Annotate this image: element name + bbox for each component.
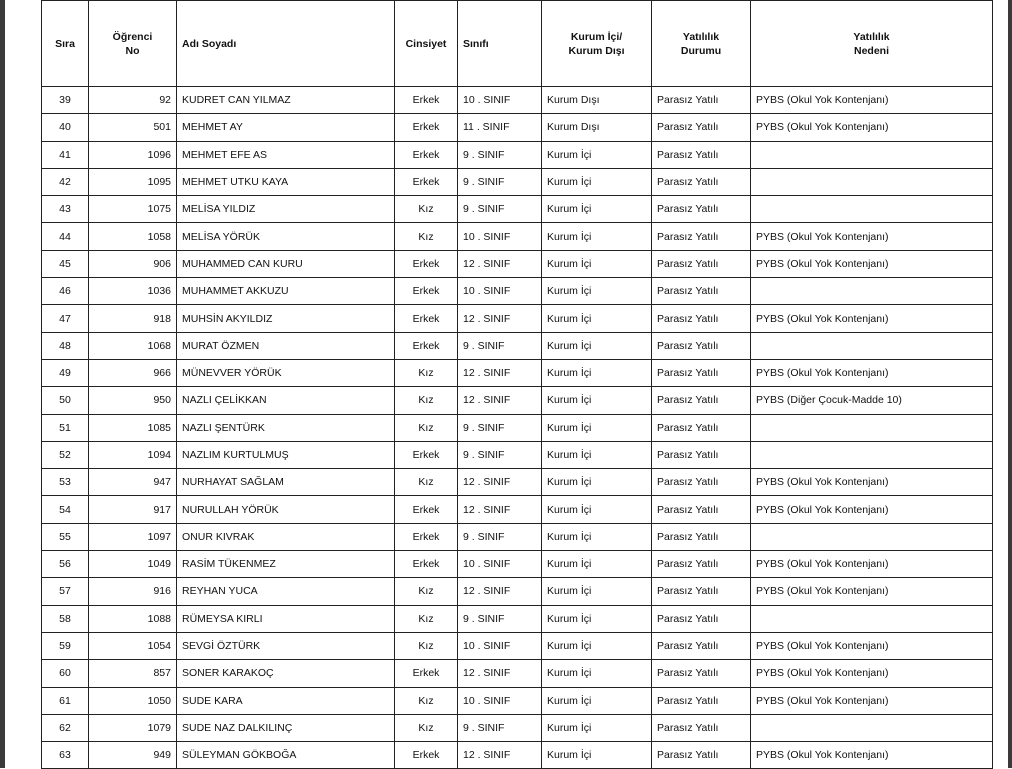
- cell-ogrenci-no: 918: [89, 305, 177, 332]
- cell-yatililik-durumu: Parasız Yatılı: [652, 87, 751, 114]
- cell-kurum: Kurum İçi: [542, 605, 652, 632]
- cell-kurum: Kurum İçi: [542, 742, 652, 769]
- cell-sira: 61: [42, 687, 89, 714]
- cell-kurum: Kurum İçi: [542, 278, 652, 305]
- cell-yatililik-durumu: Parasız Yatılı: [652, 605, 751, 632]
- cell-sinifi: 9 . SINIF: [458, 332, 542, 359]
- cell-adi-soyadi: NAZLI ÇELİKKAN: [177, 387, 395, 414]
- table-row: [42, 196, 993, 223]
- cell-kurum: Kurum İçi: [542, 523, 652, 550]
- cell-sinifi: 10 . SINIF: [458, 687, 542, 714]
- table-row: [42, 359, 993, 386]
- cell-sinifi: 9 . SINIF: [458, 141, 542, 168]
- header-kurum: Kurum İçi/ Kurum Dışı: [542, 1, 652, 87]
- cell-sira: 58: [42, 605, 89, 632]
- cell-sira: 42: [42, 168, 89, 195]
- table-row: [42, 250, 993, 277]
- cell-kurum: Kurum İçi: [542, 496, 652, 523]
- cell-sinifi: 12 . SINIF: [458, 660, 542, 687]
- cell-cinsiyet: Erkek: [395, 441, 458, 468]
- cell-kurum: Kurum İçi: [542, 551, 652, 578]
- cell-ogrenci-no: 1058: [89, 223, 177, 250]
- cell-yatililik-nedeni: PYBS (Okul Yok Kontenjanı): [751, 87, 993, 114]
- cell-sira: 44: [42, 223, 89, 250]
- cell-yatililik-durumu: Parasız Yatılı: [652, 305, 751, 332]
- cell-yatililik-nedeni: [751, 168, 993, 195]
- cell-cinsiyet: Kız: [395, 605, 458, 632]
- cell-yatililik-durumu: Parasız Yatılı: [652, 414, 751, 441]
- cell-cinsiyet: Erkek: [395, 332, 458, 359]
- viewer-right-border: [1008, 0, 1012, 768]
- cell-yatililik-durumu: Parasız Yatılı: [652, 250, 751, 277]
- cell-cinsiyet: Erkek: [395, 660, 458, 687]
- cell-adi-soyadi: NAZLI ŞENTÜRK: [177, 414, 395, 441]
- table-row: [42, 605, 993, 632]
- cell-sira: 41: [42, 141, 89, 168]
- cell-kurum: Kurum İçi: [542, 168, 652, 195]
- cell-ogrenci-no: 1068: [89, 332, 177, 359]
- cell-kurum: Kurum Dışı: [542, 87, 652, 114]
- cell-adi-soyadi: NURULLAH YÖRÜK: [177, 496, 395, 523]
- table-body: [42, 87, 993, 769]
- cell-ogrenci-no: 1097: [89, 523, 177, 550]
- cell-sira: 59: [42, 632, 89, 659]
- cell-yatililik-nedeni: PYBS (Okul Yok Kontenjanı): [751, 223, 993, 250]
- cell-cinsiyet: Kız: [395, 714, 458, 741]
- table-row: [42, 551, 993, 578]
- cell-adi-soyadi: NURHAYAT SAĞLAM: [177, 469, 395, 496]
- cell-sinifi: 9 . SINIF: [458, 414, 542, 441]
- cell-yatililik-durumu: Parasız Yatılı: [652, 332, 751, 359]
- cell-adi-soyadi: SÜLEYMAN GÖKBOĞA: [177, 742, 395, 769]
- table-row: [42, 496, 993, 523]
- cell-yatililik-nedeni: PYBS (Okul Yok Kontenjanı): [751, 114, 993, 141]
- cell-sinifi: 10 . SINIF: [458, 632, 542, 659]
- table-row: [42, 660, 993, 687]
- cell-cinsiyet: Kız: [395, 196, 458, 223]
- table-header-row: [42, 1, 993, 87]
- cell-yatililik-nedeni: PYBS (Diğer Çocuk-Madde 10): [751, 387, 993, 414]
- cell-cinsiyet: Erkek: [395, 168, 458, 195]
- cell-yatililik-durumu: Parasız Yatılı: [652, 387, 751, 414]
- header-sira: Sıra: [42, 1, 89, 87]
- cell-yatililik-durumu: Parasız Yatılı: [652, 168, 751, 195]
- cell-sinifi: 12 . SINIF: [458, 469, 542, 496]
- cell-yatililik-nedeni: [751, 196, 993, 223]
- cell-sira: 52: [42, 441, 89, 468]
- cell-yatililik-durumu: Parasız Yatılı: [652, 359, 751, 386]
- cell-yatililik-durumu: Parasız Yatılı: [652, 714, 751, 741]
- table-row: [42, 687, 993, 714]
- cell-kurum: Kurum İçi: [542, 250, 652, 277]
- cell-cinsiyet: Kız: [395, 578, 458, 605]
- cell-sira: 62: [42, 714, 89, 741]
- table-row: [42, 114, 993, 141]
- header-sinifi: Sınıfı: [458, 1, 542, 87]
- cell-sinifi: 9 . SINIF: [458, 168, 542, 195]
- cell-cinsiyet: Kız: [395, 414, 458, 441]
- cell-sinifi: 11 . SINIF: [458, 114, 542, 141]
- cell-cinsiyet: Erkek: [395, 551, 458, 578]
- cell-adi-soyadi: MÜNEVVER YÖRÜK: [177, 359, 395, 386]
- header-adi-soyadi: Adı Soyadı: [177, 1, 395, 87]
- cell-ogrenci-no: 950: [89, 387, 177, 414]
- header-ogrenci-no: Öğrenci No: [89, 1, 177, 87]
- cell-ogrenci-no: 1085: [89, 414, 177, 441]
- cell-yatililik-nedeni: PYBS (Okul Yok Kontenjanı): [751, 551, 993, 578]
- table-row: [42, 305, 993, 332]
- cell-adi-soyadi: RÜMEYSA KIRLI: [177, 605, 395, 632]
- cell-adi-soyadi: MURAT ÖZMEN: [177, 332, 395, 359]
- cell-sira: 49: [42, 359, 89, 386]
- cell-cinsiyet: Erkek: [395, 523, 458, 550]
- cell-adi-soyadi: SUDE NAZ DALKILINÇ: [177, 714, 395, 741]
- cell-adi-soyadi: MUHAMMED CAN KURU: [177, 250, 395, 277]
- cell-yatililik-nedeni: PYBS (Okul Yok Kontenjanı): [751, 469, 993, 496]
- cell-adi-soyadi: MEHMET EFE AS: [177, 141, 395, 168]
- table-row: [42, 168, 993, 195]
- document-page: [5, 0, 1008, 768]
- cell-kurum: Kurum İçi: [542, 387, 652, 414]
- cell-kurum: Kurum İçi: [542, 660, 652, 687]
- cell-sinifi: 10 . SINIF: [458, 278, 542, 305]
- cell-sinifi: 9 . SINIF: [458, 714, 542, 741]
- cell-kurum: Kurum İçi: [542, 359, 652, 386]
- cell-cinsiyet: Erkek: [395, 305, 458, 332]
- header-yatililik-durumu: Yatılılık Durumu: [652, 1, 751, 87]
- cell-yatililik-durumu: Parasız Yatılı: [652, 469, 751, 496]
- cell-cinsiyet: Erkek: [395, 141, 458, 168]
- cell-sira: 40: [42, 114, 89, 141]
- cell-yatililik-nedeni: [751, 714, 993, 741]
- cell-ogrenci-no: 1036: [89, 278, 177, 305]
- cell-yatililik-nedeni: PYBS (Okul Yok Kontenjanı): [751, 687, 993, 714]
- cell-sinifi: 9 . SINIF: [458, 605, 542, 632]
- cell-sinifi: 12 . SINIF: [458, 250, 542, 277]
- cell-ogrenci-no: 916: [89, 578, 177, 605]
- cell-kurum: Kurum Dışı: [542, 114, 652, 141]
- cell-sira: 50: [42, 387, 89, 414]
- table-row: [42, 278, 993, 305]
- cell-sira: 47: [42, 305, 89, 332]
- cell-kurum: Kurum İçi: [542, 141, 652, 168]
- cell-ogrenci-no: 1049: [89, 551, 177, 578]
- cell-cinsiyet: Erkek: [395, 250, 458, 277]
- cell-ogrenci-no: 949: [89, 742, 177, 769]
- cell-ogrenci-no: 906: [89, 250, 177, 277]
- cell-adi-soyadi: MELİSA YÖRÜK: [177, 223, 395, 250]
- cell-sira: 48: [42, 332, 89, 359]
- cell-yatililik-durumu: Parasız Yatılı: [652, 278, 751, 305]
- cell-adi-soyadi: NAZLIM KURTULMUŞ: [177, 441, 395, 468]
- cell-adi-soyadi: SONER KARAKOÇ: [177, 660, 395, 687]
- cell-kurum: Kurum İçi: [542, 578, 652, 605]
- table-row: [42, 387, 993, 414]
- cell-ogrenci-no: 1050: [89, 687, 177, 714]
- cell-adi-soyadi: SEVGİ ÖZTÜRK: [177, 632, 395, 659]
- cell-sinifi: 12 . SINIF: [458, 496, 542, 523]
- cell-yatililik-nedeni: [751, 141, 993, 168]
- cell-sinifi: 12 . SINIF: [458, 359, 542, 386]
- cell-cinsiyet: Erkek: [395, 278, 458, 305]
- cell-kurum: Kurum İçi: [542, 414, 652, 441]
- cell-cinsiyet: Kız: [395, 469, 458, 496]
- cell-yatililik-durumu: Parasız Yatılı: [652, 441, 751, 468]
- student-table: [41, 0, 993, 769]
- cell-sinifi: 12 . SINIF: [458, 387, 542, 414]
- cell-ogrenci-no: 1075: [89, 196, 177, 223]
- table-row: [42, 523, 993, 550]
- cell-sinifi: 10 . SINIF: [458, 223, 542, 250]
- cell-sira: 39: [42, 87, 89, 114]
- cell-sira: 57: [42, 578, 89, 605]
- cell-sira: 60: [42, 660, 89, 687]
- cell-yatililik-durumu: Parasız Yatılı: [652, 551, 751, 578]
- cell-kurum: Kurum İçi: [542, 714, 652, 741]
- cell-cinsiyet: Kız: [395, 223, 458, 250]
- cell-adi-soyadi: MEHMET AY: [177, 114, 395, 141]
- table-row: [42, 332, 993, 359]
- table-row: [42, 223, 993, 250]
- cell-yatililik-durumu: Parasız Yatılı: [652, 687, 751, 714]
- cell-sinifi: 9 . SINIF: [458, 523, 542, 550]
- cell-ogrenci-no: 1079: [89, 714, 177, 741]
- cell-adi-soyadi: RASİM TÜKENMEZ: [177, 551, 395, 578]
- cell-ogrenci-no: 1095: [89, 168, 177, 195]
- cell-sinifi: 12 . SINIF: [458, 305, 542, 332]
- header-yatililik-nedeni: Yatılılık Nedeni: [751, 1, 993, 87]
- table-row: [42, 742, 993, 769]
- cell-cinsiyet: Kız: [395, 359, 458, 386]
- cell-kurum: Kurum İçi: [542, 332, 652, 359]
- cell-cinsiyet: Kız: [395, 687, 458, 714]
- cell-cinsiyet: Kız: [395, 632, 458, 659]
- table-row: [42, 469, 993, 496]
- cell-kurum: Kurum İçi: [542, 223, 652, 250]
- cell-yatililik-durumu: Parasız Yatılı: [652, 496, 751, 523]
- cell-yatililik-nedeni: PYBS (Okul Yok Kontenjanı): [751, 660, 993, 687]
- cell-cinsiyet: Kız: [395, 387, 458, 414]
- cell-adi-soyadi: REYHAN YUCA: [177, 578, 395, 605]
- cell-kurum: Kurum İçi: [542, 632, 652, 659]
- cell-sinifi: 12 . SINIF: [458, 742, 542, 769]
- cell-cinsiyet: Erkek: [395, 114, 458, 141]
- cell-kurum: Kurum İçi: [542, 441, 652, 468]
- cell-yatililik-nedeni: [751, 332, 993, 359]
- cell-adi-soyadi: MELİSA YILDIZ: [177, 196, 395, 223]
- cell-yatililik-nedeni: [751, 523, 993, 550]
- cell-yatililik-durumu: Parasız Yatılı: [652, 196, 751, 223]
- cell-adi-soyadi: MUHSİN AKYILDIZ: [177, 305, 395, 332]
- table-row: [42, 441, 993, 468]
- cell-ogrenci-no: 1088: [89, 605, 177, 632]
- cell-yatililik-durumu: Parasız Yatılı: [652, 114, 751, 141]
- header-cinsiyet: Cinsiyet: [395, 1, 458, 87]
- cell-sira: 63: [42, 742, 89, 769]
- cell-sinifi: 9 . SINIF: [458, 196, 542, 223]
- cell-yatililik-nedeni: [751, 414, 993, 441]
- cell-cinsiyet: Erkek: [395, 87, 458, 114]
- cell-adi-soyadi: SUDE KARA: [177, 687, 395, 714]
- cell-yatililik-nedeni: [751, 278, 993, 305]
- cell-yatililik-durumu: Parasız Yatılı: [652, 141, 751, 168]
- cell-ogrenci-no: 857: [89, 660, 177, 687]
- cell-yatililik-durumu: Parasız Yatılı: [652, 523, 751, 550]
- cell-ogrenci-no: 1054: [89, 632, 177, 659]
- table-row: [42, 414, 993, 441]
- cell-sinifi: 10 . SINIF: [458, 551, 542, 578]
- cell-kurum: Kurum İçi: [542, 469, 652, 496]
- cell-adi-soyadi: MUHAMMET AKKUZU: [177, 278, 395, 305]
- cell-kurum: Kurum İçi: [542, 305, 652, 332]
- cell-yatililik-nedeni: PYBS (Okul Yok Kontenjanı): [751, 578, 993, 605]
- cell-sira: 53: [42, 469, 89, 496]
- cell-adi-soyadi: MEHMET UTKU KAYA: [177, 168, 395, 195]
- cell-sira: 51: [42, 414, 89, 441]
- cell-adi-soyadi: ONUR KIVRAK: [177, 523, 395, 550]
- table-row: [42, 141, 993, 168]
- cell-yatililik-nedeni: PYBS (Okul Yok Kontenjanı): [751, 632, 993, 659]
- cell-yatililik-durumu: Parasız Yatılı: [652, 578, 751, 605]
- cell-yatililik-nedeni: PYBS (Okul Yok Kontenjanı): [751, 742, 993, 769]
- cell-yatililik-nedeni: PYBS (Okul Yok Kontenjanı): [751, 250, 993, 277]
- cell-sira: 55: [42, 523, 89, 550]
- table-row: [42, 87, 993, 114]
- cell-ogrenci-no: 917: [89, 496, 177, 523]
- cell-sira: 43: [42, 196, 89, 223]
- cell-ogrenci-no: 966: [89, 359, 177, 386]
- cell-yatililik-nedeni: PYBS (Okul Yok Kontenjanı): [751, 496, 993, 523]
- cell-adi-soyadi: KUDRET CAN YILMAZ: [177, 87, 395, 114]
- table-row: [42, 632, 993, 659]
- table-row: [42, 714, 993, 741]
- cell-kurum: Kurum İçi: [542, 687, 652, 714]
- cell-sinifi: 12 . SINIF: [458, 578, 542, 605]
- cell-sira: 46: [42, 278, 89, 305]
- cell-yatililik-nedeni: PYBS (Okul Yok Kontenjanı): [751, 359, 993, 386]
- cell-ogrenci-no: 1096: [89, 141, 177, 168]
- cell-yatililik-durumu: Parasız Yatılı: [652, 223, 751, 250]
- table-row: [42, 578, 993, 605]
- cell-sira: 56: [42, 551, 89, 578]
- cell-ogrenci-no: 947: [89, 469, 177, 496]
- cell-yatililik-durumu: Parasız Yatılı: [652, 660, 751, 687]
- cell-yatililik-nedeni: [751, 441, 993, 468]
- cell-sinifi: 10 . SINIF: [458, 87, 542, 114]
- cell-cinsiyet: Erkek: [395, 496, 458, 523]
- cell-yatililik-nedeni: [751, 605, 993, 632]
- cell-yatililik-durumu: Parasız Yatılı: [652, 632, 751, 659]
- cell-ogrenci-no: 501: [89, 114, 177, 141]
- cell-ogrenci-no: 1094: [89, 441, 177, 468]
- cell-sira: 54: [42, 496, 89, 523]
- cell-kurum: Kurum İçi: [542, 196, 652, 223]
- cell-yatililik-durumu: Parasız Yatılı: [652, 742, 751, 769]
- cell-ogrenci-no: 92: [89, 87, 177, 114]
- cell-sinifi: 9 . SINIF: [458, 441, 542, 468]
- cell-cinsiyet: Erkek: [395, 742, 458, 769]
- cell-sira: 45: [42, 250, 89, 277]
- cell-yatililik-nedeni: PYBS (Okul Yok Kontenjanı): [751, 305, 993, 332]
